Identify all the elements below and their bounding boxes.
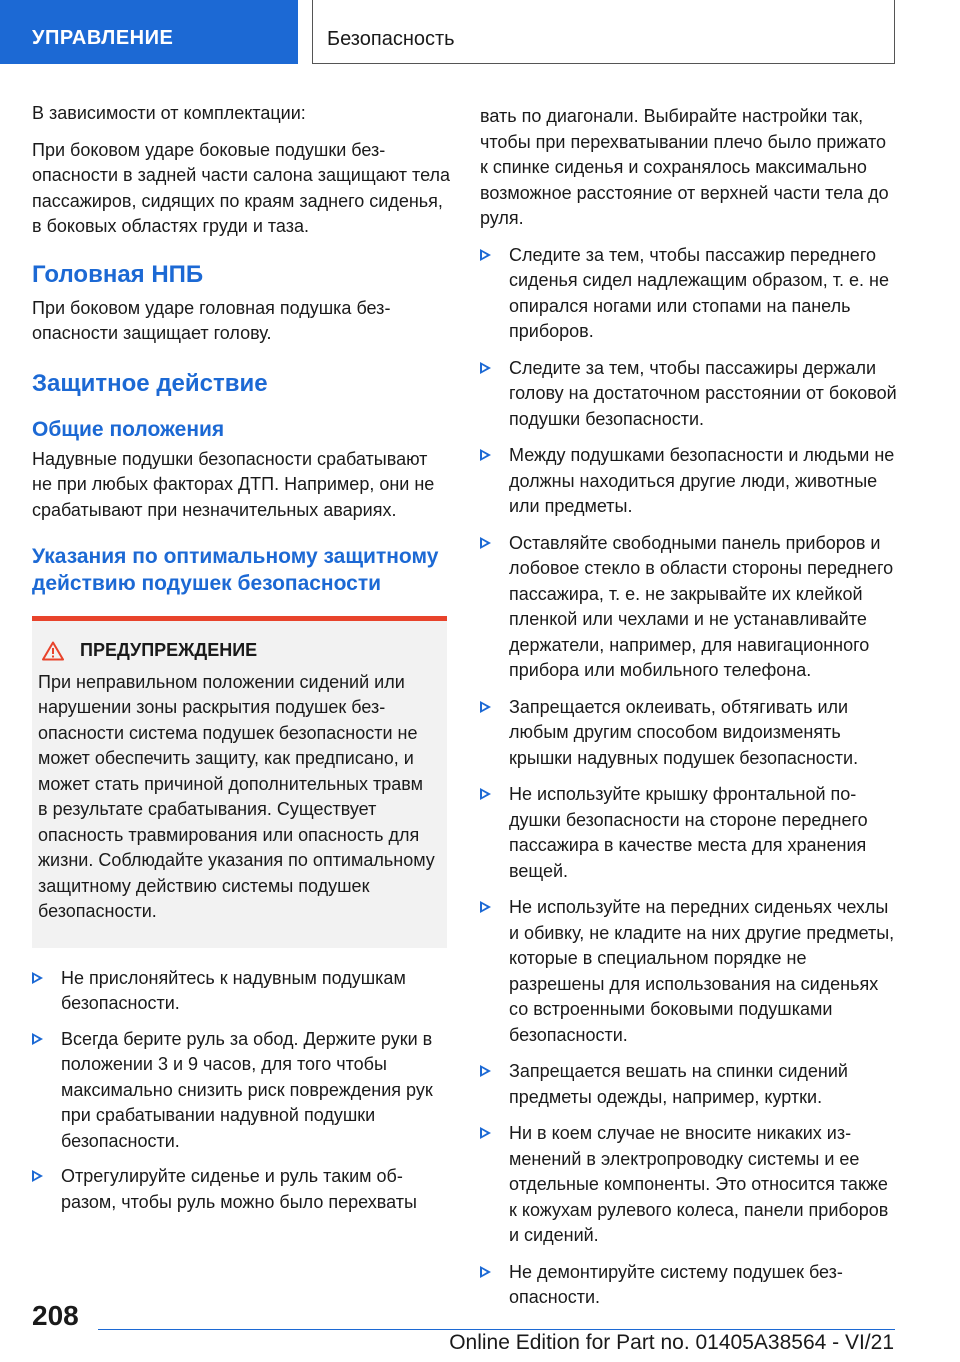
triangle-bullet-icon: [480, 1065, 491, 1077]
footer-divider: [98, 1329, 895, 1330]
warning-triangle-icon: [42, 641, 64, 661]
list-item: Между подушками безопасности и людьми не должны находиться другие люди, животные или предметы.: [480, 443, 898, 520]
list-item: Не используйте крышку фронтальной подушки безопасности на стороне переднего пассажира в качестве места для хранения вещей.: [480, 782, 898, 884]
warning-header: [38, 638, 435, 664]
list-item: Ни в коем случае не вносите никаких изменений в электропроводку системы и ее отдельные компоненты. Это относится также к кожухам рулевого колеса, панели приборов и сидений.: [480, 1121, 898, 1249]
heading-general: Общие положения: [32, 417, 225, 441]
warning-text: При неправильном положении сидений или нарушении зоны раскрытия подушек безопасности система подушек безопасности не может обеспечить защиту, как предписано, и может стать причиной дополнительных травм в результате срабатывания. Существует опасность травмирования или опасность для жизни. Соблюдайте указания по оптимальному защитному действию системы подушек безопасности.: [38, 671, 435, 921]
list-item: Запрещается оклеивать, обтягивать или любым другим способом видоизменять крышки надувных подушек безопасности.: [480, 695, 898, 772]
triangle-bullet-icon: [480, 449, 491, 461]
warning-title: ПРЕДУПРЕЖДЕНИЕ: [80, 640, 258, 660]
triangle-bullet-icon: [480, 1127, 491, 1139]
list-item: Следите за тем, чтобы пассажиры держали голову на достаточном расстоянии от боковой подушки безопасности.: [480, 356, 898, 433]
topic-header: [312, 0, 895, 64]
triangle-bullet-icon: [32, 1170, 43, 1182]
list-item: Не демонтируйте систему подушек безопасности.: [480, 1260, 898, 1311]
heading-head-airbag: Головная НПБ: [32, 260, 204, 288]
list-item: Запрещается вешать на спинки сидений предметы одежды, например, куртки.: [480, 1059, 898, 1110]
head-airbag-text: При боковом ударе головная подушка безопасности защищает голову.: [32, 297, 391, 343]
triangle-bullet-icon: [480, 362, 491, 374]
triangle-bullet-icon: [480, 901, 491, 913]
list-item: Всегда берите руль за обод. Держите руки в положении 3 и 9 часов, для того чтобы максимально снизить риск повреждения рук при срабатывании надувной подушки безопасности.: [32, 1027, 450, 1155]
list-item: Отрегулируйте сиденье и руль таким образом, чтобы руль можно было перехваты: [32, 1164, 450, 1215]
left-bullet-list: [32, 966, 450, 1216]
triangle-bullet-icon: [480, 701, 491, 713]
right-column: [480, 104, 898, 1322]
triangle-bullet-icon: [480, 1266, 491, 1278]
warning-box: [32, 616, 447, 948]
intro-line: В зависимости от комплектации:: [32, 103, 306, 123]
section-tab: [0, 0, 298, 64]
general-text: Надувные подушки безопасности срабатывают не при любых факторах ДТП. Например, они не срабатывают при незначительных авариях.: [32, 448, 435, 520]
right-bullet-list: [480, 243, 898, 1311]
triangle-bullet-icon: [480, 537, 491, 549]
continued-text: вать по диагонали. Выбирайте настройки так, чтобы при перехватывании плечо было прижато к спинке сиденья и сохранялось максимально возможное расстояние от верхней части тела до руля.: [480, 106, 889, 228]
topic-title: Безопасность: [327, 28, 455, 50]
page-number: 208: [32, 1300, 79, 1331]
list-item: Оставляйте свободными панель приборов и лобовое стекло в области стороны переднего пассажира, т. е. не закрывайте их клейкой пленкой или чехлами и не устанавливайте держатели, например, для навигационного прибора или мобильного телефона.: [480, 531, 898, 684]
intro-paragraph: При боковом ударе боковые подушки безопасности в задней части салона защищают тела пассажиров, сидящих по краям заднего сиденья, в боковых областях груди и таза.: [32, 139, 450, 236]
list-item: Не используйте на передних сиденьях чехлы и обивку, не кладите на них другие предметы, которые в специальном порядке не разрешены для использования на сиденьях со встроенными боковыми подушками безопасности.: [480, 895, 898, 1048]
left-column: [32, 101, 450, 1225]
triangle-bullet-icon: [32, 972, 43, 984]
list-item: Следите за тем, чтобы пассажир переднего сиденья сидел надлежащим образом, т. е. не опирался ногами или стопами на панель приборов.: [480, 243, 898, 345]
list-item: Не прислоняйтесь к надувным подушкам безопасности.: [32, 966, 450, 1017]
edition-footer: Online Edition for Part no. 01405A38564 - VI/21: [449, 1331, 894, 1354]
triangle-bullet-icon: [480, 788, 491, 800]
heading-hints: Указания по оптимальному защитному действию подушек безопасности: [32, 545, 439, 595]
section-title: УПРАВЛЕНИЕ: [32, 27, 174, 49]
heading-protective-action: Защитное действие: [32, 369, 268, 397]
triangle-bullet-icon: [32, 1033, 43, 1045]
triangle-bullet-icon: [480, 249, 491, 261]
